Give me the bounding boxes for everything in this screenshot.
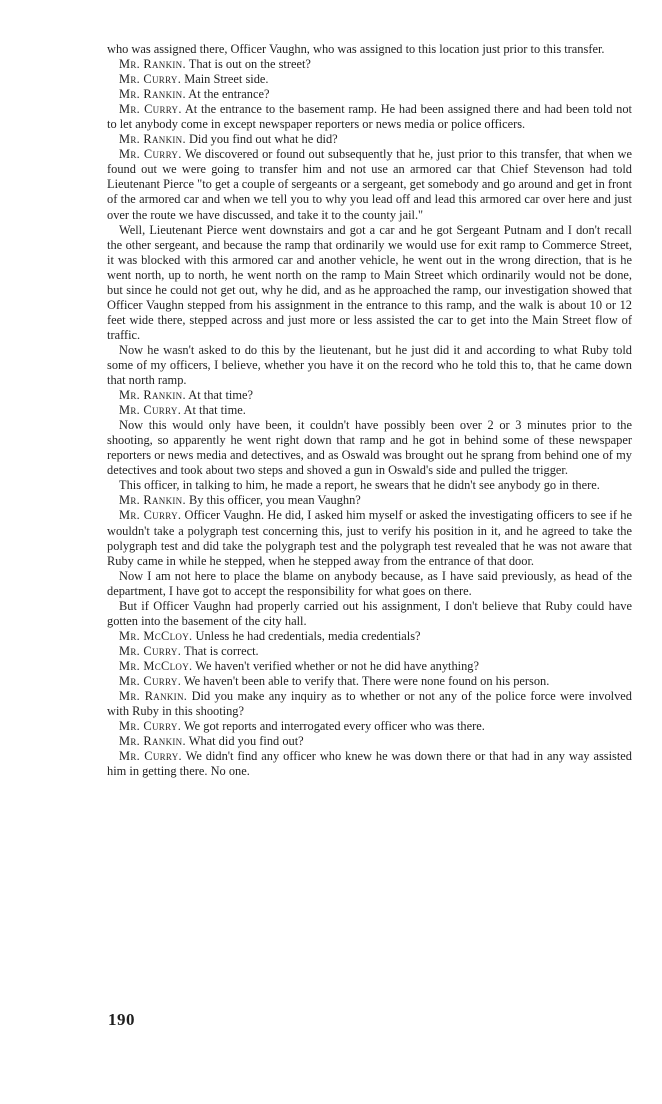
paragraph-text: Unless he had credentials, media credentials? bbox=[195, 628, 421, 643]
testimony-exchange bbox=[107, 734, 632, 749]
speaker-name: Mr. Rankin. bbox=[119, 689, 188, 704]
testimony-exchange bbox=[107, 403, 632, 418]
page-number: 190 bbox=[108, 1010, 135, 1029]
speaker-name: Mr. Rankin. bbox=[119, 388, 186, 403]
speaker-name: Mr. Curry. bbox=[119, 749, 182, 764]
speaker-name: Mr. Curry. bbox=[119, 102, 182, 117]
speaker-name: Mr. Rankin. bbox=[119, 493, 186, 508]
paragraph-text: What did you find out? bbox=[188, 734, 304, 749]
speaker-name: Mr. Curry. bbox=[119, 719, 182, 734]
testimony-exchange bbox=[107, 719, 632, 734]
speaker-name: Mr. McCloy. bbox=[119, 658, 193, 673]
testimony-paragraph bbox=[107, 478, 632, 493]
testimony-exchange bbox=[107, 147, 632, 222]
testimony-exchange bbox=[107, 57, 632, 72]
testimony-paragraph bbox=[107, 42, 632, 57]
speaker-name: Mr. Rankin. bbox=[119, 734, 186, 749]
testimony-exchange bbox=[107, 749, 632, 779]
testimony-paragraph bbox=[107, 343, 632, 388]
paragraph-text: Did you make any inquiry as to whether or not any of the police force were involved with Ruby in this shooting? bbox=[107, 689, 632, 719]
paragraph-text: This officer, in talking to him, he made a report, he swears that he didn't see anybody go in there. bbox=[119, 478, 600, 493]
testimony-exchange bbox=[107, 689, 632, 719]
speaker-name: Mr. Rankin. bbox=[119, 87, 186, 102]
testimony-exchange bbox=[107, 493, 632, 508]
testimony-paragraph bbox=[107, 223, 632, 343]
speaker-name: Mr. Curry. bbox=[119, 403, 182, 418]
paragraph-text: Officer Vaughn. He did, I asked him myself or asked the investigating officers to see if he wouldn't take a polygraph test concerning this, just to verify his position in it, and he agreed to take the polygraph test and did take the polygraph test and the polygraph test revealed that he was not aware that Ruby came in while he stepped, when he stepped away from the entrance of that door. bbox=[107, 508, 632, 568]
paragraph-text: Main Street side. bbox=[184, 72, 269, 87]
paragraph-text: That is correct. bbox=[183, 643, 259, 658]
testimony-text bbox=[107, 42, 632, 779]
paragraph-text: We haven't verified whether or not he did have anything? bbox=[195, 658, 479, 673]
testimony-exchange bbox=[107, 674, 632, 689]
speaker-name: Mr. Curry. bbox=[119, 508, 182, 523]
paragraph-text: But if Officer Vaughn had properly carried out his assignment, I don't believe that Ruby could have gotten into the basement of the city hall. bbox=[107, 598, 632, 628]
paragraph-text: who was assigned there, Officer Vaughn, who was assigned to this location just prior to this transfer. bbox=[107, 42, 605, 56]
testimony-exchange bbox=[107, 102, 632, 132]
paragraph-text: We got reports and interrogated every officer who was there. bbox=[183, 719, 485, 734]
speaker-name: Mr. Curry. bbox=[119, 673, 182, 688]
speaker-name: Mr. Curry. bbox=[119, 147, 182, 162]
speaker-name: Mr. Rankin. bbox=[119, 132, 186, 147]
paragraph-text: Did you find out what he did? bbox=[188, 132, 338, 147]
testimony-exchange bbox=[107, 388, 632, 403]
paragraph-text: At the entrance? bbox=[188, 87, 270, 102]
paragraph-text: By this officer, you mean Vaughn? bbox=[188, 493, 361, 508]
paragraph-text: Now he wasn't asked to do this by the lieutenant, but he just did it and according to what Ruby told some of my officers, I believe, whether you have it on the record who he told this to, that he came down that north ramp. bbox=[107, 342, 632, 388]
testimony-exchange bbox=[107, 72, 632, 87]
paragraph-text: We haven't been able to verify that. There were none found on his person. bbox=[183, 673, 550, 688]
testimony-exchange bbox=[107, 644, 632, 659]
paragraph-text: We discovered or found out subsequently that he, just prior to this transfer, that when we found out we were going to transfer him and not use an armored car that Chief Stevenson had told Lieutenant Pierce "to get a couple of sergeants or a sergeant, get somebody and go around and get in front of the armored car and when we tell you to why you lead off and lead this armored car over here and just over the route we have discussed, and take it to the county jail." bbox=[107, 147, 632, 222]
paragraph-text: At that time? bbox=[188, 388, 253, 403]
speaker-name: Mr. Curry. bbox=[119, 643, 182, 658]
paragraph-text: We didn't find any officer who knew he was down there or that had in any way assisted him in getting there. No one. bbox=[107, 749, 632, 779]
testimony-exchange bbox=[107, 87, 632, 102]
paragraph-text: Now I am not here to place the blame on anybody because, as I have said previously, as head of the department, I have got to accept the responsibility for what goes on there. bbox=[107, 568, 632, 598]
speaker-name: Mr. Curry. bbox=[119, 72, 182, 87]
testimony-paragraph bbox=[107, 569, 632, 599]
speaker-name: Mr. Rankin. bbox=[119, 57, 186, 72]
paragraph-text: Now this would only have been, it couldn't have possibly been over 2 or 3 minutes prior to the shooting, so apparently he went right down that ramp and he got in behind some of these newspaper reporters or news media and detectives, and as Oswald was brought out he sprang from behind one of my detectives and took about two steps and shoved a gun in Oswald's side and pulled the trigger. bbox=[107, 418, 632, 478]
testimony-exchange bbox=[107, 508, 632, 568]
testimony-paragraph bbox=[107, 418, 632, 478]
testimony-exchange bbox=[107, 629, 632, 644]
paragraph-text: Well, Lieutenant Pierce went downstairs and got a car and he got Sergeant Putnam and I don't recall the other sergeant, and because the ramp that ordinarily we would use for exit ramp to Commerce Street, it was blocked with this armored car and another vehicle, he went out in the wrong direction, that is he went north, up to north, he went north on the ramp to Main Street which ordinarily would not be done, but since he could not get out, why he did, and as he approached the ramp, our investigation showed that Officer Vaughn stepped from his assignment in the entrance to this ramp, and the walk is about 10 or 12 feet wide there, stepped across and just more or less assisted the car to get into the Main Street flow of traffic. bbox=[107, 222, 632, 342]
testimony-paragraph bbox=[107, 599, 632, 629]
testimony-exchange bbox=[107, 132, 632, 147]
paragraph-text: At the entrance to the basement ramp. He had been assigned there and had been told not to let anybody come in except newspaper reporters or news media or police officers. bbox=[107, 102, 632, 132]
paragraph-text: That is out on the street? bbox=[188, 57, 311, 72]
testimony-exchange bbox=[107, 659, 632, 674]
paragraph-text: At that time. bbox=[183, 403, 246, 418]
speaker-name: Mr. McCloy. bbox=[119, 628, 193, 643]
